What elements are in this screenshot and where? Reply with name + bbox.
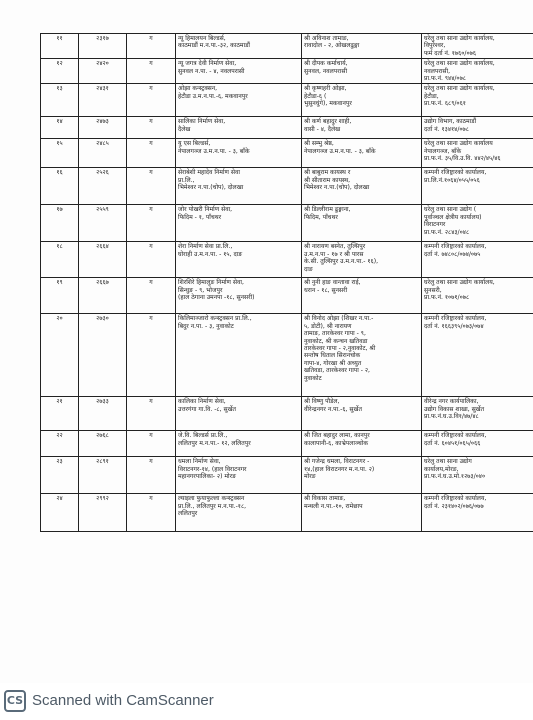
registering-office-cell: [422, 431, 533, 457]
registration-number-cell: २९९२: [79, 494, 127, 532]
proprietor-cell: [302, 397, 422, 431]
serial-number-cell: १७: [41, 205, 79, 242]
proprietor-cell: [302, 278, 422, 314]
cell-text-line: महानगरपालिका- २) मोरङ: [178, 473, 236, 481]
class-cell: ग: [127, 397, 176, 431]
cell-text-line: धमला निर्माण सेवा,: [178, 458, 221, 466]
firm-name-address-cell: [176, 314, 302, 397]
class-cell: ग: [127, 117, 176, 139]
cell-text-line: श्री दीपक कर्माचार्य,: [304, 60, 348, 68]
table-row: [41, 205, 533, 242]
cell-text-line: कम्पनी रजिष्ट्रारको कार्यालय,: [424, 315, 487, 323]
cell-text-line: भिमेश्वर न.पा.(चोप), दोलखा: [178, 184, 244, 192]
cell-text-line: श्री नुनी हाङ वान्तावा राई,: [304, 279, 361, 287]
cell-text-line: दाङ: [304, 265, 313, 273]
class-cell: ग: [127, 278, 176, 314]
registration-number-cell: २५५९: [79, 205, 127, 242]
registration-number-cell: २७३३: [79, 397, 127, 431]
registration-number-cell: २६६४: [79, 242, 127, 278]
cell-text-line: शिरशिरे हिमालुङ निर्माण सेवा,: [178, 279, 244, 287]
proprietor-cell: [302, 84, 422, 117]
cell-text-line: जे.वि. बिल्डर्स प्रा.लि.,: [178, 432, 228, 440]
class-cell: ग: [127, 494, 176, 532]
firm-name-address-cell: [176, 431, 302, 457]
table-row: [41, 139, 533, 168]
table-row: [41, 431, 533, 457]
cell-text-line: श्री कर्ण बहादुर शाही,: [304, 118, 352, 126]
firm-name-address-cell: [176, 205, 302, 242]
proprietor-cell: [302, 168, 422, 205]
cell-text-line: श्री विनोद ओझा (शिखर न.पा.-: [304, 315, 374, 323]
table-row: [41, 84, 533, 117]
cell-text-line: किलिमाञ्जारो कन्स्ट्रक्सन प्रा.लि.,: [178, 315, 252, 323]
cell-text-line: श्री नारायण बस्नेत, तुल्सिपुर: [304, 243, 366, 251]
cell-text-line: उ.म.न.पा - १७ र श्री पारस: [304, 250, 364, 258]
cell-text-line: सालिका निर्माण सेवा,: [178, 118, 226, 126]
class-cell: ग: [127, 34, 176, 59]
registration-number-cell: २४८५: [79, 139, 127, 168]
cell-text-line: दर्ता नं. ७४८०८/०७४/०७५: [424, 250, 481, 258]
cell-text-line: नुवाकोट: [304, 374, 322, 382]
firm-name-address-cell: [176, 139, 302, 168]
registering-office-cell: [422, 205, 533, 242]
cell-text-line: श्री बाबुराम कायस्थ र: [304, 169, 351, 177]
cell-text-line: घरेलु तथा साना उद्योग कार्यालय,: [424, 279, 495, 287]
cell-text-line: कम्पनी रजिष्ट्रारको कार्यालय,: [424, 243, 487, 251]
cell-text-line: दर्ता नं. १६६३९५/०७३/०७४: [424, 322, 484, 330]
firm-name-address-cell: [176, 84, 302, 117]
registration-number-cell: २४२०: [79, 59, 127, 84]
cell-text-line: घरेलु तथा साना उद्योग कार्यालय,: [424, 85, 495, 93]
camscanner-logo-icon: CS: [4, 690, 26, 712]
cell-text-line: उद्योग विभाग, काठमाडौं: [424, 118, 477, 126]
cell-text-line: प्रा.फ.नं. ६८९/०६१: [424, 100, 466, 108]
registering-office-cell: [422, 168, 533, 205]
cell-text-line: विपुरेश्वर,: [424, 42, 446, 50]
serial-number-cell: २०: [41, 314, 79, 397]
cell-text-line: वीरेन्द्र नगर कार्यपालिका,: [424, 398, 479, 406]
cell-text-line: हेटौडा,: [424, 92, 439, 100]
cell-text-line: शेरा निर्माण सेवा प्रा.लि.,: [178, 243, 233, 251]
firm-name-address-cell: [176, 457, 302, 494]
firm-name-address-cell: [176, 59, 302, 84]
registering-office-cell: [422, 139, 533, 168]
cell-text-line: दर्ता नं. १३४१४/०७८: [424, 125, 469, 133]
registering-office-cell: [422, 397, 533, 431]
proprietor-cell: [302, 314, 422, 397]
cell-text-line: प्रा.फ.नं.घ.उ.मो.१२७३/०४०: [424, 473, 486, 481]
serial-number-cell: २४: [41, 494, 79, 532]
cell-text-line: धरान - १८, सुनसरी: [304, 286, 348, 294]
cell-text-line: श्री जित बहादुर लामा, कानपुर: [304, 432, 370, 440]
table-row: [41, 314, 533, 397]
cell-text-line: घरेलु तथा साना उद्योग कार्यालय: [424, 140, 493, 148]
serial-number-cell: २१: [41, 397, 79, 431]
cell-text-line: श्री अविनाश तामाङ,: [304, 35, 349, 42]
serial-number-cell: १६: [41, 168, 79, 205]
registration-number-cell: २४३१: [79, 84, 127, 117]
serial-number-cell: १२: [41, 59, 79, 84]
cell-text-line: ललितपुर: [178, 510, 198, 518]
cell-text-line: कार्यालय,मोरङ,: [424, 465, 459, 473]
cell-text-line: घोराही उ.म.न.पा. - १५, दाङ: [178, 250, 243, 258]
registering-office-cell: [422, 84, 533, 117]
cell-text-line: प्रा.फ.नं. २८४३/०४८: [424, 228, 470, 236]
class-cell: ग: [127, 139, 176, 168]
cell-text-line: काठमाडौं म.न.पा.-३२, काठमाडौं: [178, 42, 250, 50]
firm-name-address-cell: [176, 117, 302, 139]
firm-name-address-cell: [176, 242, 302, 278]
cell-text-line: श्री कृष्णहरी ओझा,: [304, 85, 347, 93]
registering-office-cell: [422, 34, 533, 59]
class-cell: ग: [127, 168, 176, 205]
cell-text-line: १४,(हाल विराटनगर म.न.पा. २): [304, 465, 375, 473]
cell-text-line: जोर पोखरी निर्माण सेवा,: [178, 206, 233, 214]
cell-text-line: घरेलु तथा साना उद्योग कार्यालय,: [424, 35, 495, 42]
cell-text-line: उत्तरगंगा गा.वि. -८, सुर्खेत: [178, 405, 237, 413]
firm-name-address-cell: [176, 168, 302, 205]
class-cell: ग: [127, 242, 176, 278]
cell-text-line: गापा-४, गोरखा श्री अच्युत: [304, 359, 362, 367]
cell-text-line: फिदिम, पाँचथर: [304, 213, 338, 221]
cell-text-line: कम्पनी रजिष्ट्रारको कार्यालय,: [424, 169, 487, 177]
cell-text-line: सन्तोष धिताल सिरानचोक: [304, 352, 361, 360]
cell-text-line: घरेलु तथा साना उद्योग कार्यालय,: [424, 60, 495, 68]
cell-text-line: ललितपुर म.न.पा.- १२, ललितपुर: [178, 439, 251, 447]
registering-office-cell: [422, 117, 533, 139]
cell-text-line: वासी - ४, दैलेख: [304, 125, 341, 133]
serial-number-cell: २३: [41, 457, 79, 494]
cell-text-line: सुनसरी,: [424, 286, 442, 294]
class-cell: ग: [127, 205, 176, 242]
cell-text-line: प्रा.लि.नं.१०६४/०५५/०५६: [424, 176, 480, 184]
class-cell: ग: [127, 84, 176, 117]
cell-text-line: घरेलु तथा साना उद्योग (: [424, 206, 477, 214]
cell-text-line: श्री सम्भु श्रेष्ठ,: [304, 140, 334, 148]
cell-text-line: कम्पनी रजिष्ट्रारको कार्यालय,: [424, 495, 487, 503]
registration-number-cell: २३१७: [79, 34, 127, 59]
serial-number-cell: १४: [41, 117, 79, 139]
cell-text-line: सिन्धुङ - ९, भोजपुर: [178, 286, 223, 294]
cell-text-line: प्रा.लि.,: [178, 176, 195, 184]
serial-number-cell: १५: [41, 139, 79, 168]
table-row: [41, 278, 533, 314]
cell-text-line: कम्पनी रजिष्ट्रारको कार्यालय,: [424, 432, 487, 440]
proprietor-cell: [302, 431, 422, 457]
cell-text-line: प्रा.फ.नं. ९४४/०७८: [424, 75, 466, 83]
cell-text-line: ५, डोटी), श्री नारायण: [304, 322, 352, 330]
cell-text-line: उद्योग विकास शाखा, सुर्खेत: [424, 405, 485, 413]
cell-text-line: खतिवडा, तारकेश्वर गापा - २,: [304, 367, 370, 375]
cell-text-line: घरेलु तथा साना उद्योग: [424, 458, 472, 466]
cell-text-line: कालापानी-६, काभ्रेपलाञ्चोक: [304, 439, 369, 447]
cell-text-line: श्री डिल्लीराम ढुङ्गाना,: [304, 206, 351, 214]
serial-number-cell: ११: [41, 34, 79, 59]
camscanner-watermark-label: Scanned with CamScanner: [32, 692, 214, 709]
cell-text-line: न्यू हिमालयन बिल्डर्स,: [178, 35, 226, 42]
table-row: [41, 168, 533, 205]
cell-text-line: श्री गजेन्द्र धमला, विराटनगर -: [304, 458, 370, 466]
proprietor-cell: [302, 139, 422, 168]
proprietor-cell: [302, 34, 422, 59]
cell-text-line: सुनवल न.पा. - ४, नवलपरासी: [178, 67, 245, 75]
table-row: [41, 117, 533, 139]
cell-text-line: ल्याइला फुयाफुल्ला कन्स्ट्रक्सन: [178, 495, 245, 503]
cell-text-line: रावादोल - २, ओखलढुङ्गा: [304, 42, 360, 50]
firm-name-address-cell: [176, 494, 302, 532]
table-row: [41, 397, 533, 431]
cell-text-line: श्री सीताराम कायस्थ,: [304, 176, 351, 184]
cell-text-line: फर्म दर्ता नं. १७६०/०७६: [424, 49, 476, 57]
serial-number-cell: १८: [41, 242, 79, 278]
firm-name-address-cell: [176, 278, 302, 314]
firm-name-address-cell: [176, 34, 302, 59]
class-cell: ग: [127, 59, 176, 84]
proprietor-cell: [302, 494, 422, 532]
table-row: [41, 242, 533, 278]
registering-office-cell: [422, 314, 533, 397]
proprietor-cell: [302, 242, 422, 278]
cell-text-line: दैलेख: [178, 125, 191, 133]
contractor-register-table: [40, 33, 533, 532]
table-row: [41, 34, 533, 59]
cell-text-line: (हाल ठेगाना उमनपा -१८, सुनसरी): [178, 294, 255, 302]
registering-office-cell: [422, 494, 533, 532]
cell-text-line: न्यू जगत्र देवी निर्माण सेवा,: [178, 60, 237, 68]
cell-text-line: सुनवल, नवलपरासी: [304, 67, 348, 75]
cell-text-line: फिदिम - १, पाँचथर: [178, 213, 222, 221]
serial-number-cell: १९: [41, 278, 79, 314]
cell-text-line: हेटौडा उ.म.न.पा.-६, मकवानपुर: [178, 92, 248, 100]
proprietor-cell: [302, 457, 422, 494]
cell-text-line: विराटनगर-१४, (हाल विराटनगर: [178, 465, 247, 473]
firm-name-address-cell: [176, 397, 302, 431]
cell-text-line: ओझा कन्स्ट्रक्सन,: [178, 85, 218, 93]
class-cell: ग: [127, 431, 176, 457]
cell-text-line: भिमेश्वर न.पा.(चोप), दोलखा: [304, 184, 370, 192]
table-row: [41, 494, 533, 532]
class-cell: ग: [127, 457, 176, 494]
cell-text-line: मन्थली न.पा.-१०, रामेछाप: [304, 502, 363, 510]
registering-office-cell: [422, 242, 533, 278]
cell-text-line: यु एस बिल्डर्स,: [178, 140, 211, 148]
cell-text-line: नेपालगञ्ज उ.म.न.पा. - ३, बाँके: [304, 147, 376, 155]
cell-text-line: नेपालगञ्ज, बाँके: [424, 147, 462, 155]
registration-number-cell: २७६८: [79, 431, 127, 457]
proprietor-cell: [302, 205, 422, 242]
cell-text-line: नुवाकोट, श्री कन्चन खतिवडा: [304, 337, 368, 345]
proprietor-cell: [302, 117, 422, 139]
table-body: [41, 34, 533, 532]
cell-text-line: श्री विष्णु पौडेल,: [304, 398, 340, 406]
cell-text-line: के.सी. तुल्सिपुर उ.म.न.पा.- १६),: [304, 258, 379, 266]
cell-text-line: हेटौडा-६ (: [304, 92, 327, 100]
registering-office-cell: [422, 59, 533, 84]
serial-number-cell: २२: [41, 431, 79, 457]
proprietor-cell: [302, 59, 422, 84]
cell-text-line: प्रा.फ.नं. ३५/वि.उ.वि. ४४२/४५/४६: [424, 155, 501, 163]
cell-text-line: दर्ता नं. २३१४०२/०७६/०७७: [424, 502, 484, 510]
registration-number-cell: २६६७: [79, 278, 127, 314]
cell-text-line: नवलपरासी,: [424, 67, 451, 75]
registration-number-cell: २५२६: [79, 168, 127, 205]
table-row: [41, 59, 533, 84]
cell-text-line: दर्ता नं. ६०४५१/०६५/०६६: [424, 439, 481, 447]
registration-number-cell: २४७३: [79, 117, 127, 139]
cell-text-line: वीरेन्द्रनगर न.पा.-६, सुर्खेत: [304, 405, 362, 413]
table-row: [41, 457, 533, 494]
cell-text-line: तामाङ, तारकेश्वर गापा - ९,: [304, 330, 366, 338]
cell-text-line: तारकेश्वर गापा - २,नुवाकोट, श्री: [304, 345, 376, 353]
cell-text-line: सेराबेशी महादेव निर्माण सेवा: [178, 169, 240, 177]
cell-text-line: पूर्वाञ्चल क्षेत्रीय कार्यालय): [424, 213, 482, 221]
cell-text-line: बिदुर न.पा. - ३, नुवाकोट: [178, 322, 234, 330]
serial-number-cell: १३: [41, 84, 79, 117]
registering-office-cell: [422, 278, 533, 314]
cell-text-line: भुसुनधुंगे), मकवानपुर: [304, 100, 352, 108]
registration-number-cell: २८९१: [79, 457, 127, 494]
cell-text-line: प्रा.लि., ललितपुर म.न.पा.-१८,: [178, 502, 247, 510]
cell-text-line: नेपालगञ्ज उ.म.न.पा. - ३, बाँके: [178, 147, 250, 155]
class-cell: ग: [127, 314, 176, 397]
cell-text-line: प्रा.फ.नं. १०७१/०७८: [424, 294, 470, 302]
cell-text-line: प्रा.फ.नं.घ.उ.वि१/४७/४८: [424, 413, 479, 421]
cell-text-line: श्री विकास तामाङ,: [304, 495, 346, 503]
cell-text-line: विराटनगर: [424, 221, 446, 229]
registering-office-cell: [422, 457, 533, 494]
cell-text-line: कालिका निर्माण सेवा,: [178, 398, 226, 406]
registration-number-cell: २७३०: [79, 314, 127, 397]
cell-text-line: मोरङ: [304, 473, 316, 481]
